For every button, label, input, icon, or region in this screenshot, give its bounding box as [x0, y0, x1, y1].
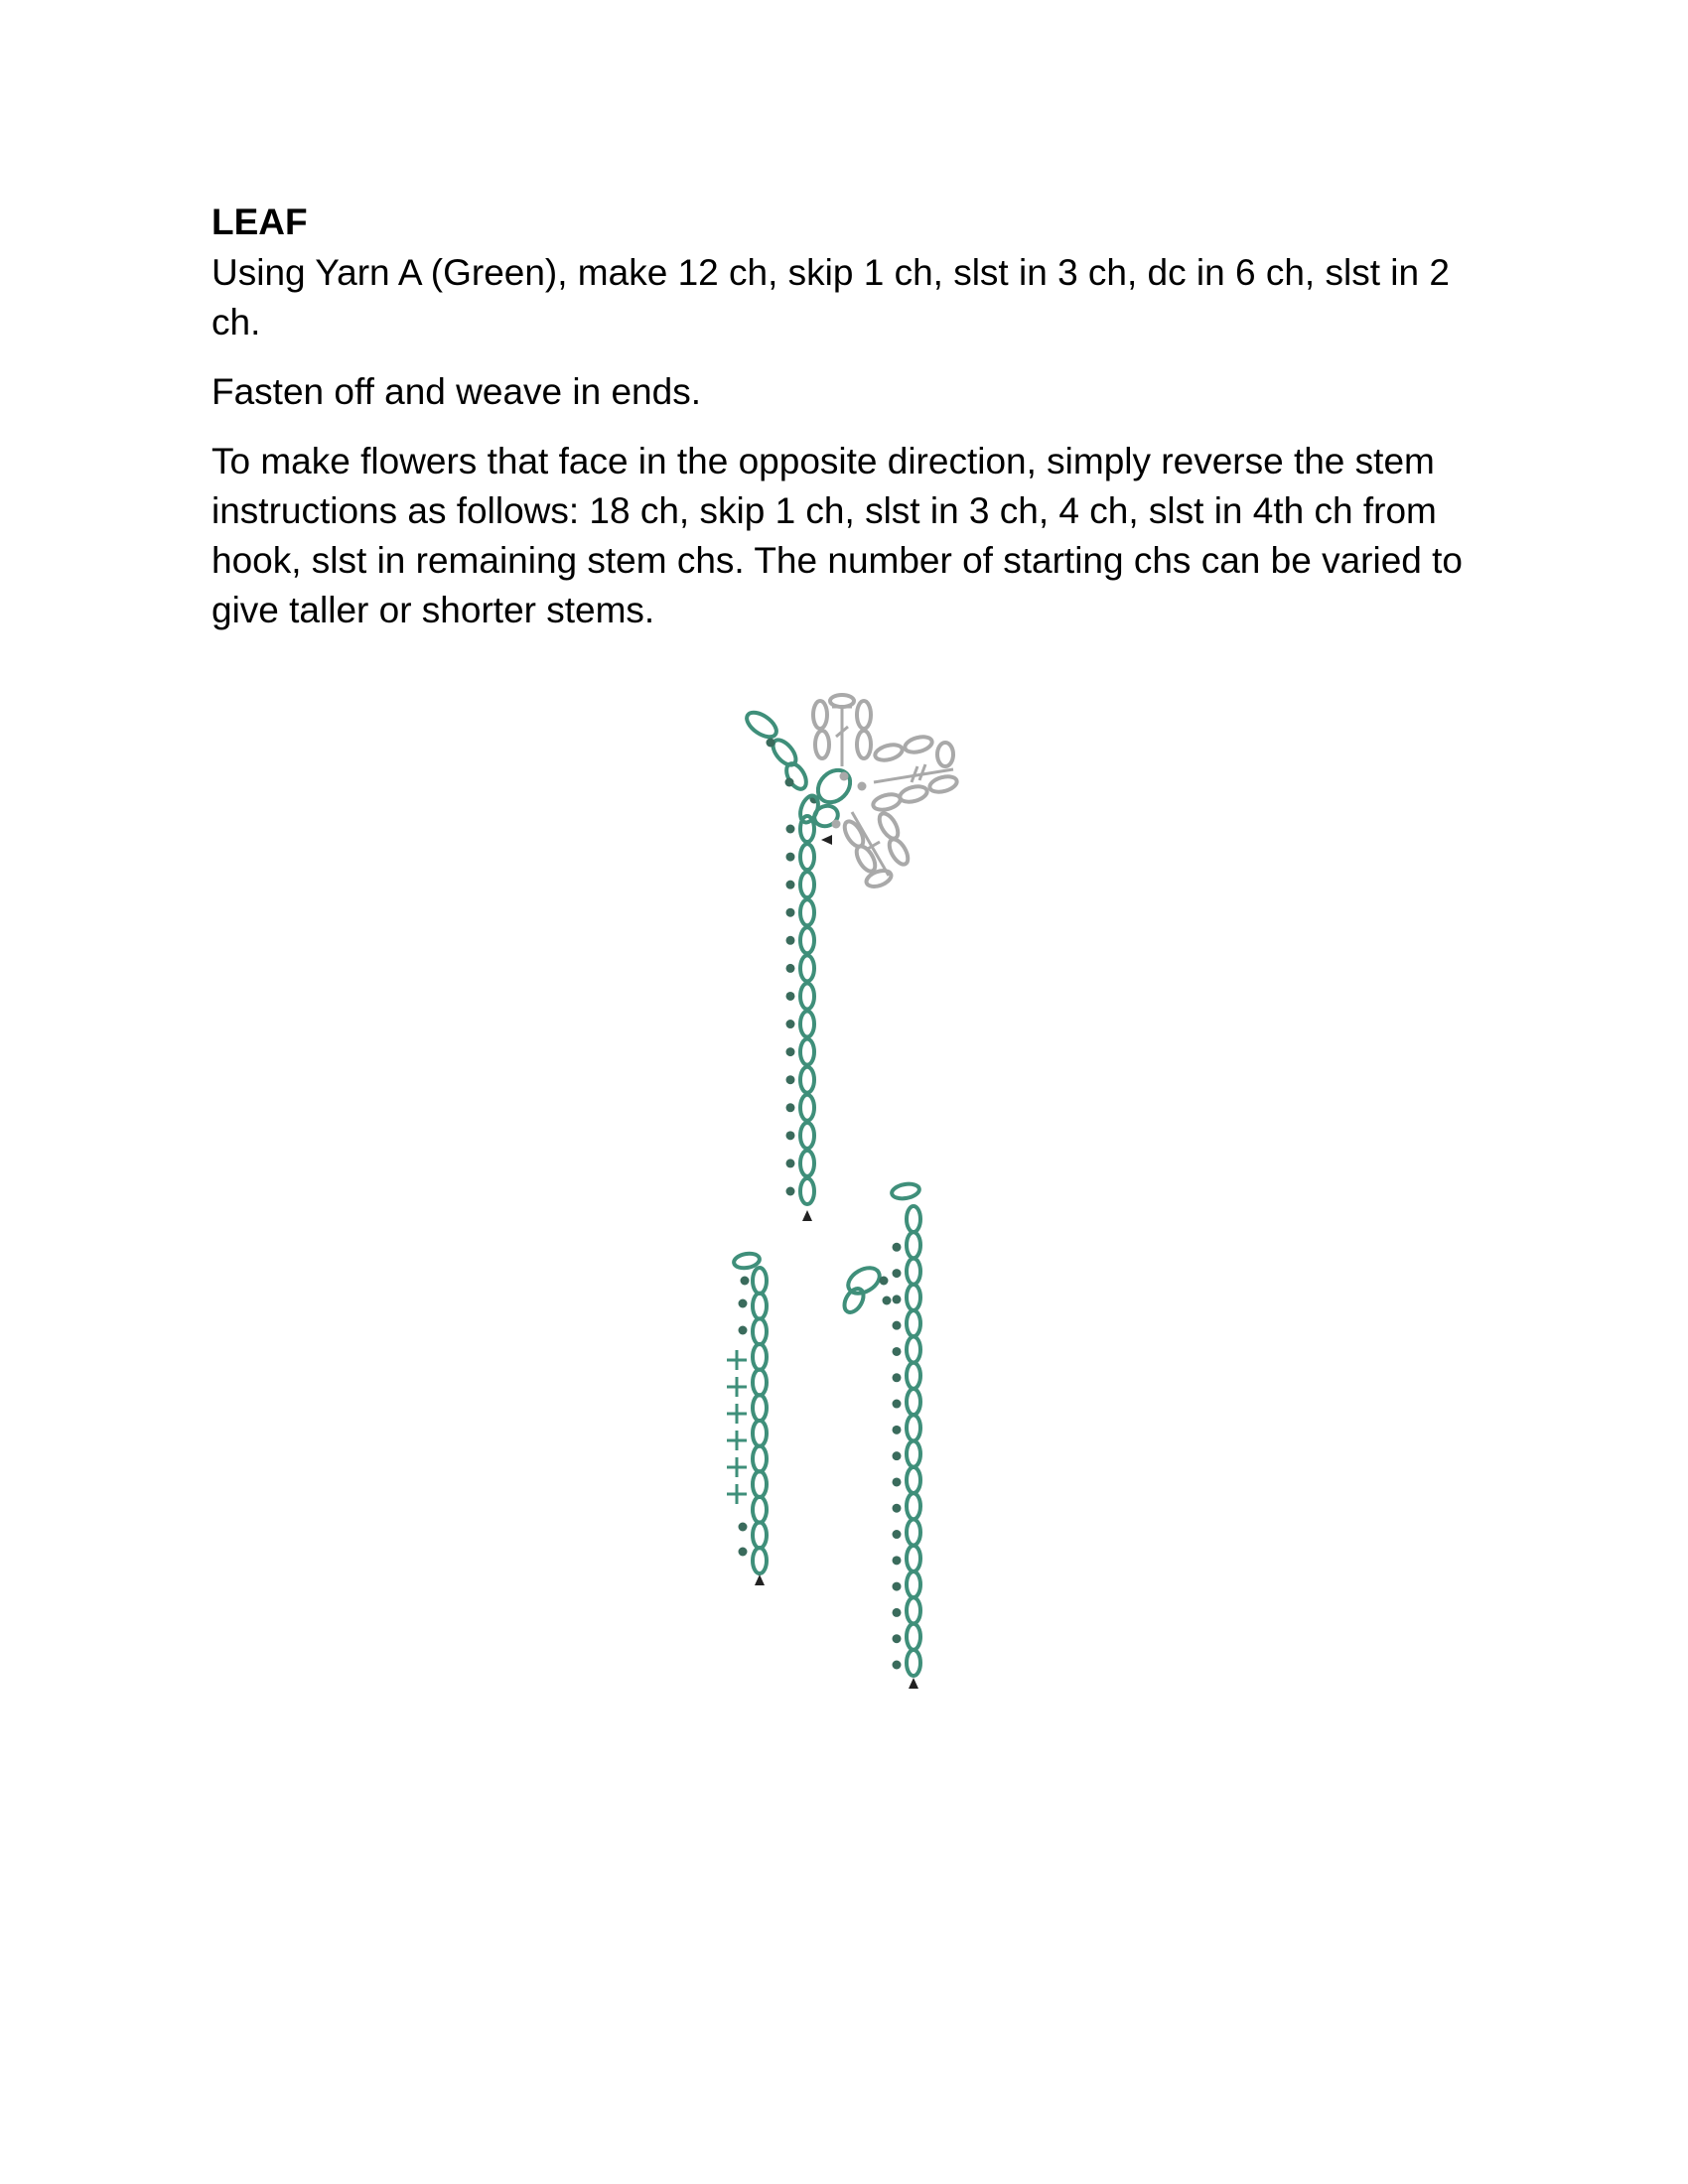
reverse-stem-instructions: To make flowers that face in the opposite direction, simply reverse the stem instructions as follows: 18 ch, skip 1 ch, slst in 3 ch, 4 ch, slst in 4th ch from hook, slst in remaining stem chs. The number of starting chs can be varied to give taller or shorter stems.: [211, 441, 1463, 630]
slip-stitch-dot: [893, 1373, 902, 1382]
slip-stitch-dot: [893, 1530, 902, 1539]
chain-stitch: [853, 843, 879, 874]
slip-stitch-dot: [786, 1159, 795, 1167]
chain-stitch: [830, 695, 854, 707]
slip-stitch-dot: [893, 1451, 902, 1460]
chain-stitch: [907, 1520, 920, 1546]
slip-stitch-dot: [786, 881, 795, 889]
chain-stitch: [907, 1415, 920, 1440]
chain-stitch: [907, 1571, 920, 1597]
slip-stitch-dot: [767, 739, 775, 748]
chain-stitch: [872, 792, 903, 813]
slip-stitch-dot: [739, 1326, 748, 1335]
chain-stitch: [907, 1310, 920, 1336]
chain-stitch: [753, 1344, 767, 1370]
chain-stitch: [907, 1336, 920, 1362]
chain-stitch: [907, 1259, 920, 1285]
chain-stitch: [907, 1206, 920, 1232]
start-marker: [802, 1210, 812, 1221]
flower-stem-chart: [786, 793, 822, 1221]
chain-stitch: [753, 1497, 767, 1523]
start-marker: [821, 835, 832, 845]
chain-stitch: [876, 810, 902, 841]
chain-stitch: [800, 872, 814, 897]
chain-stitch: [907, 1624, 920, 1650]
slip-stitch-dot: [893, 1426, 902, 1434]
slip-stitch-dot: [786, 992, 795, 1001]
slip-stitch-dot: [893, 1608, 902, 1617]
slip-stitch-dot: [883, 1297, 892, 1305]
treble-stitch: [852, 812, 889, 876]
chain-stitch: [857, 731, 871, 758]
slip-stitch-dot: [858, 782, 867, 791]
chain-stitch: [800, 1067, 814, 1093]
chain-stitch: [813, 701, 827, 729]
finishing-instructions: Fasten off and weave in ends.: [211, 371, 701, 412]
chain-stitch: [886, 836, 912, 867]
long-stem-chart: [841, 1182, 920, 1689]
chain-stitch: [800, 955, 814, 981]
slip-stitch-dot: [893, 1661, 902, 1670]
slip-stitch-dot: [786, 825, 795, 834]
chain-stitch: [907, 1493, 920, 1519]
slip-stitch-dot: [893, 1504, 902, 1513]
chain-stitch: [874, 743, 905, 763]
chain-stitch: [907, 1546, 920, 1571]
chain-stitch: [800, 899, 814, 925]
slip-stitch-dot: [739, 1548, 748, 1557]
slip-stitch-dot: [893, 1269, 902, 1278]
chain-stitch: [907, 1232, 920, 1258]
slip-stitch-dot: [786, 936, 795, 945]
chain-stitch: [904, 735, 934, 755]
chain-stitch: [753, 1522, 767, 1548]
chain-stitch: [800, 1012, 814, 1037]
chain-stitch: [899, 784, 929, 805]
chain-stitch: [753, 1445, 767, 1471]
slip-stitch-dot: [786, 1075, 795, 1084]
chain-stitch: [753, 1421, 767, 1446]
slip-stitch-dot: [785, 778, 794, 787]
chain-stitch: [907, 1467, 920, 1493]
slip-stitch-dot: [840, 772, 849, 781]
flower-petals: [743, 695, 958, 889]
chain-stitch: [753, 1395, 767, 1421]
slip-stitch-dot: [893, 1243, 902, 1252]
slip-stitch-dot: [832, 820, 841, 829]
slip-stitch-dot: [893, 1400, 902, 1409]
chain-stitch: [800, 844, 814, 870]
chain-stitch: [800, 1151, 814, 1176]
chain-stitch: [907, 1597, 920, 1623]
slip-stitch-dot: [786, 908, 795, 917]
slip-stitch-dot: [893, 1582, 902, 1591]
slip-stitch-dot: [786, 1187, 795, 1196]
chain-stitch: [800, 983, 814, 1009]
chain-stitch: [753, 1370, 767, 1396]
slip-stitch-dot: [786, 1103, 795, 1112]
slip-stitch-dot: [786, 853, 795, 862]
chain-stitch: [753, 1471, 767, 1497]
slip-stitch-dot: [893, 1477, 902, 1486]
chain-stitch: [800, 1178, 814, 1204]
chain-stitch: [800, 1123, 814, 1149]
treble-stitch: [919, 764, 925, 780]
chain-stitch: [891, 1182, 920, 1201]
chain-stitch: [937, 743, 953, 766]
chain-stitch: [907, 1363, 920, 1389]
chain-stitch: [753, 1268, 767, 1294]
chain-stitch: [743, 708, 780, 742]
chain-stitch: [815, 731, 829, 758]
chain-stitch: [907, 1441, 920, 1467]
chain-stitch: [800, 1095, 814, 1121]
chain-stitch: [782, 760, 810, 792]
slip-stitch-dot: [893, 1295, 902, 1303]
leaf-chart: [727, 1252, 767, 1585]
chain-stitch: [841, 1286, 868, 1316]
slip-stitch-dot: [786, 1020, 795, 1028]
chain-stitch: [753, 1318, 767, 1344]
chain-stitch: [797, 793, 822, 825]
slip-stitch-dot: [786, 1131, 795, 1140]
slip-stitch-dot: [880, 1277, 889, 1286]
chain-stitch: [857, 701, 871, 729]
chain-stitch: [907, 1285, 920, 1310]
slip-stitch-dot: [786, 964, 795, 973]
slip-stitch-dot: [739, 1299, 748, 1308]
slip-stitch-dot: [786, 1047, 795, 1056]
leaf-instructions: Using Yarn A (Green), make 12 ch, skip 1 ch, slst in 3 ch, dc in 6 ch, slst in 2 ch.: [211, 252, 1450, 342]
chain-stitch: [928, 774, 959, 795]
chain-stitch: [753, 1294, 767, 1319]
chain-stitch: [907, 1389, 920, 1415]
slip-stitch-dot: [739, 1523, 748, 1532]
chain-stitch: [800, 927, 814, 953]
slip-stitch-dot: [893, 1634, 902, 1643]
chain-stitch: [800, 1039, 814, 1065]
start-marker: [755, 1574, 765, 1585]
chain-stitch: [907, 1650, 920, 1676]
start-marker: [909, 1678, 918, 1689]
section-heading: LEAF: [211, 202, 308, 242]
slip-stitch-dot: [741, 1277, 750, 1286]
chain-stitch: [753, 1548, 767, 1573]
slip-stitch-dot: [893, 1321, 902, 1330]
slip-stitch-dot: [893, 1556, 902, 1565]
slip-stitch-dot: [893, 1347, 902, 1356]
